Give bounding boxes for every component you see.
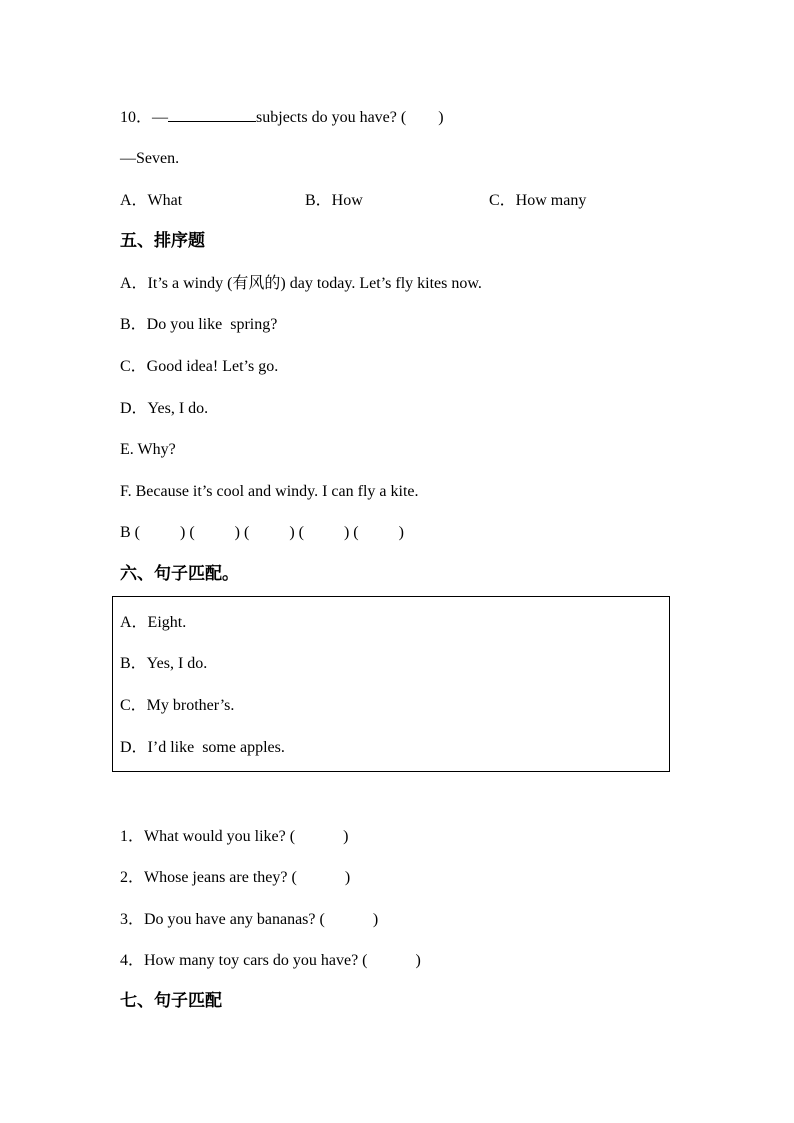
- ordering-item-a: A．It’s a windy (有风的) day today. Let’s fly kites now.: [120, 275, 482, 292]
- match-option-c: C．My brother’s.: [120, 697, 235, 714]
- ordering-item-c: C．Good idea! Let’s go.: [120, 358, 279, 375]
- ordering-answer-line: B ( ) ( ) ( ) ( ) ( ): [120, 524, 404, 541]
- match-option-a: A．Eight.: [120, 614, 187, 631]
- match-question-2: 2．Whose jeans are they? ( ): [120, 869, 351, 886]
- option-c: C．How many: [489, 192, 587, 209]
- ordering-item-b: B．Do you like spring?: [120, 316, 278, 333]
- question-10: [120, 107, 444, 128]
- ordering-item-e: E. Why?: [120, 441, 176, 458]
- ordering-item-d: D．Yes, I do.: [120, 400, 209, 417]
- match-option-b: B．Yes, I do.: [120, 655, 208, 672]
- question-10-answer: —Seven.: [120, 150, 180, 167]
- question-number: 10．—: [120, 109, 169, 126]
- ordering-item-f: F. Because it’s cool and windy. I can fly a kite.: [120, 483, 419, 500]
- answer-blank: [168, 107, 256, 122]
- match-question-3: 3．Do you have any bananas? ( ): [120, 911, 379, 928]
- question-text: subjects do you have? ( ): [256, 109, 444, 126]
- section-6-title: 六、句子匹配。: [120, 564, 239, 584]
- option-a: A．What: [120, 192, 183, 209]
- section-5-title: 五、排序题: [120, 231, 205, 251]
- match-question-4: 4．How many toy cars do you have? ( ): [120, 952, 421, 969]
- option-b: B．How: [305, 192, 363, 209]
- section-7-title: 七、句子匹配: [120, 991, 222, 1011]
- match-question-1: 1．What would you like? ( ): [120, 828, 349, 845]
- match-option-d: D．I’d like some apples.: [120, 739, 285, 756]
